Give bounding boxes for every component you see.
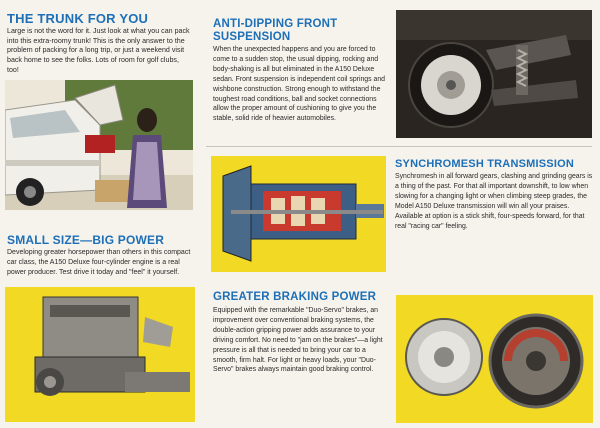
suspension-photo [396, 10, 592, 138]
trunk-body: Large is not the word for it. Just look at what you can pack into this extra-roomy trunk! This is the only answer to the problem of packing for a long trip, or just a weekend visit back home to see the folks. Lots of room for golf clubs, too! [7, 27, 190, 74]
braking-heading: GREATER BRAKING POWER [213, 291, 377, 303]
synchromesh-heading: SYNCHROMESH TRANSMISSION [395, 158, 574, 170]
transmission-photo [211, 156, 386, 272]
suspension-illustration [396, 10, 592, 138]
small-size-body: Developing greater horsepower than others in this compact car class, the A150 Deluxe four-cylinder engine is a real power producer. Test drive it today and "feel" it yourself. [7, 249, 191, 276]
transmission-cutaway-illustration [211, 156, 386, 272]
trunk-scene-illustration [5, 80, 193, 210]
engine-photo [5, 287, 195, 422]
brake-drums-illustration [396, 295, 593, 423]
engine-illustration [5, 287, 195, 422]
anti-dipping-body: When the unexpected happens and you are forced to come to a sudden stop, the usual dipping, rocking and body-shaking is all but eliminated in the A150 Deluxe sedan. Front suspension is independent coil springs and wishbone construction. Strong enough to withstand the toughest road conditions, ball and socket connections allow the proper amount of cushioning to give you the stable, solid ride of heavier automobiles. [213, 46, 385, 123]
small-size-heading: SMALL SIZE—BIG POWER [7, 233, 165, 247]
synchromesh-body: Synchromesh in all forward gears, clashing and grinding gears is a thing of the past. For that all important downshift, to low when slowing for a changing light or when climbing steep grades, the Model A150 Deluxe transmission will win all your praises. Available at option is a stick shift, four-speeds forward, for that real "racing car" feeling. [395, 173, 593, 230]
braking-body: Equipped with the remarkable "Duo-Servo" brakes, an improvement over conventional braking systems, the double-action gripping power adds assurance to your driving comfort. No need to "jam on the brakes"—a light pressure is all that is needed to bring your car to a smooth, firm halt. For light or heavy loads, your "Duo-Servo" brakes always maintain good braking control. [213, 307, 383, 374]
divider-top-right [206, 146, 592, 147]
trunk-heading: THE TRUNK FOR YOU [7, 11, 149, 26]
anti-dipping-heading-line1: ANTI-DIPPING FRONT [213, 18, 338, 30]
anti-dipping-heading-line2: SUSPENSION [213, 31, 291, 43]
brakes-photo [396, 295, 593, 423]
trunk-photo [5, 80, 193, 210]
